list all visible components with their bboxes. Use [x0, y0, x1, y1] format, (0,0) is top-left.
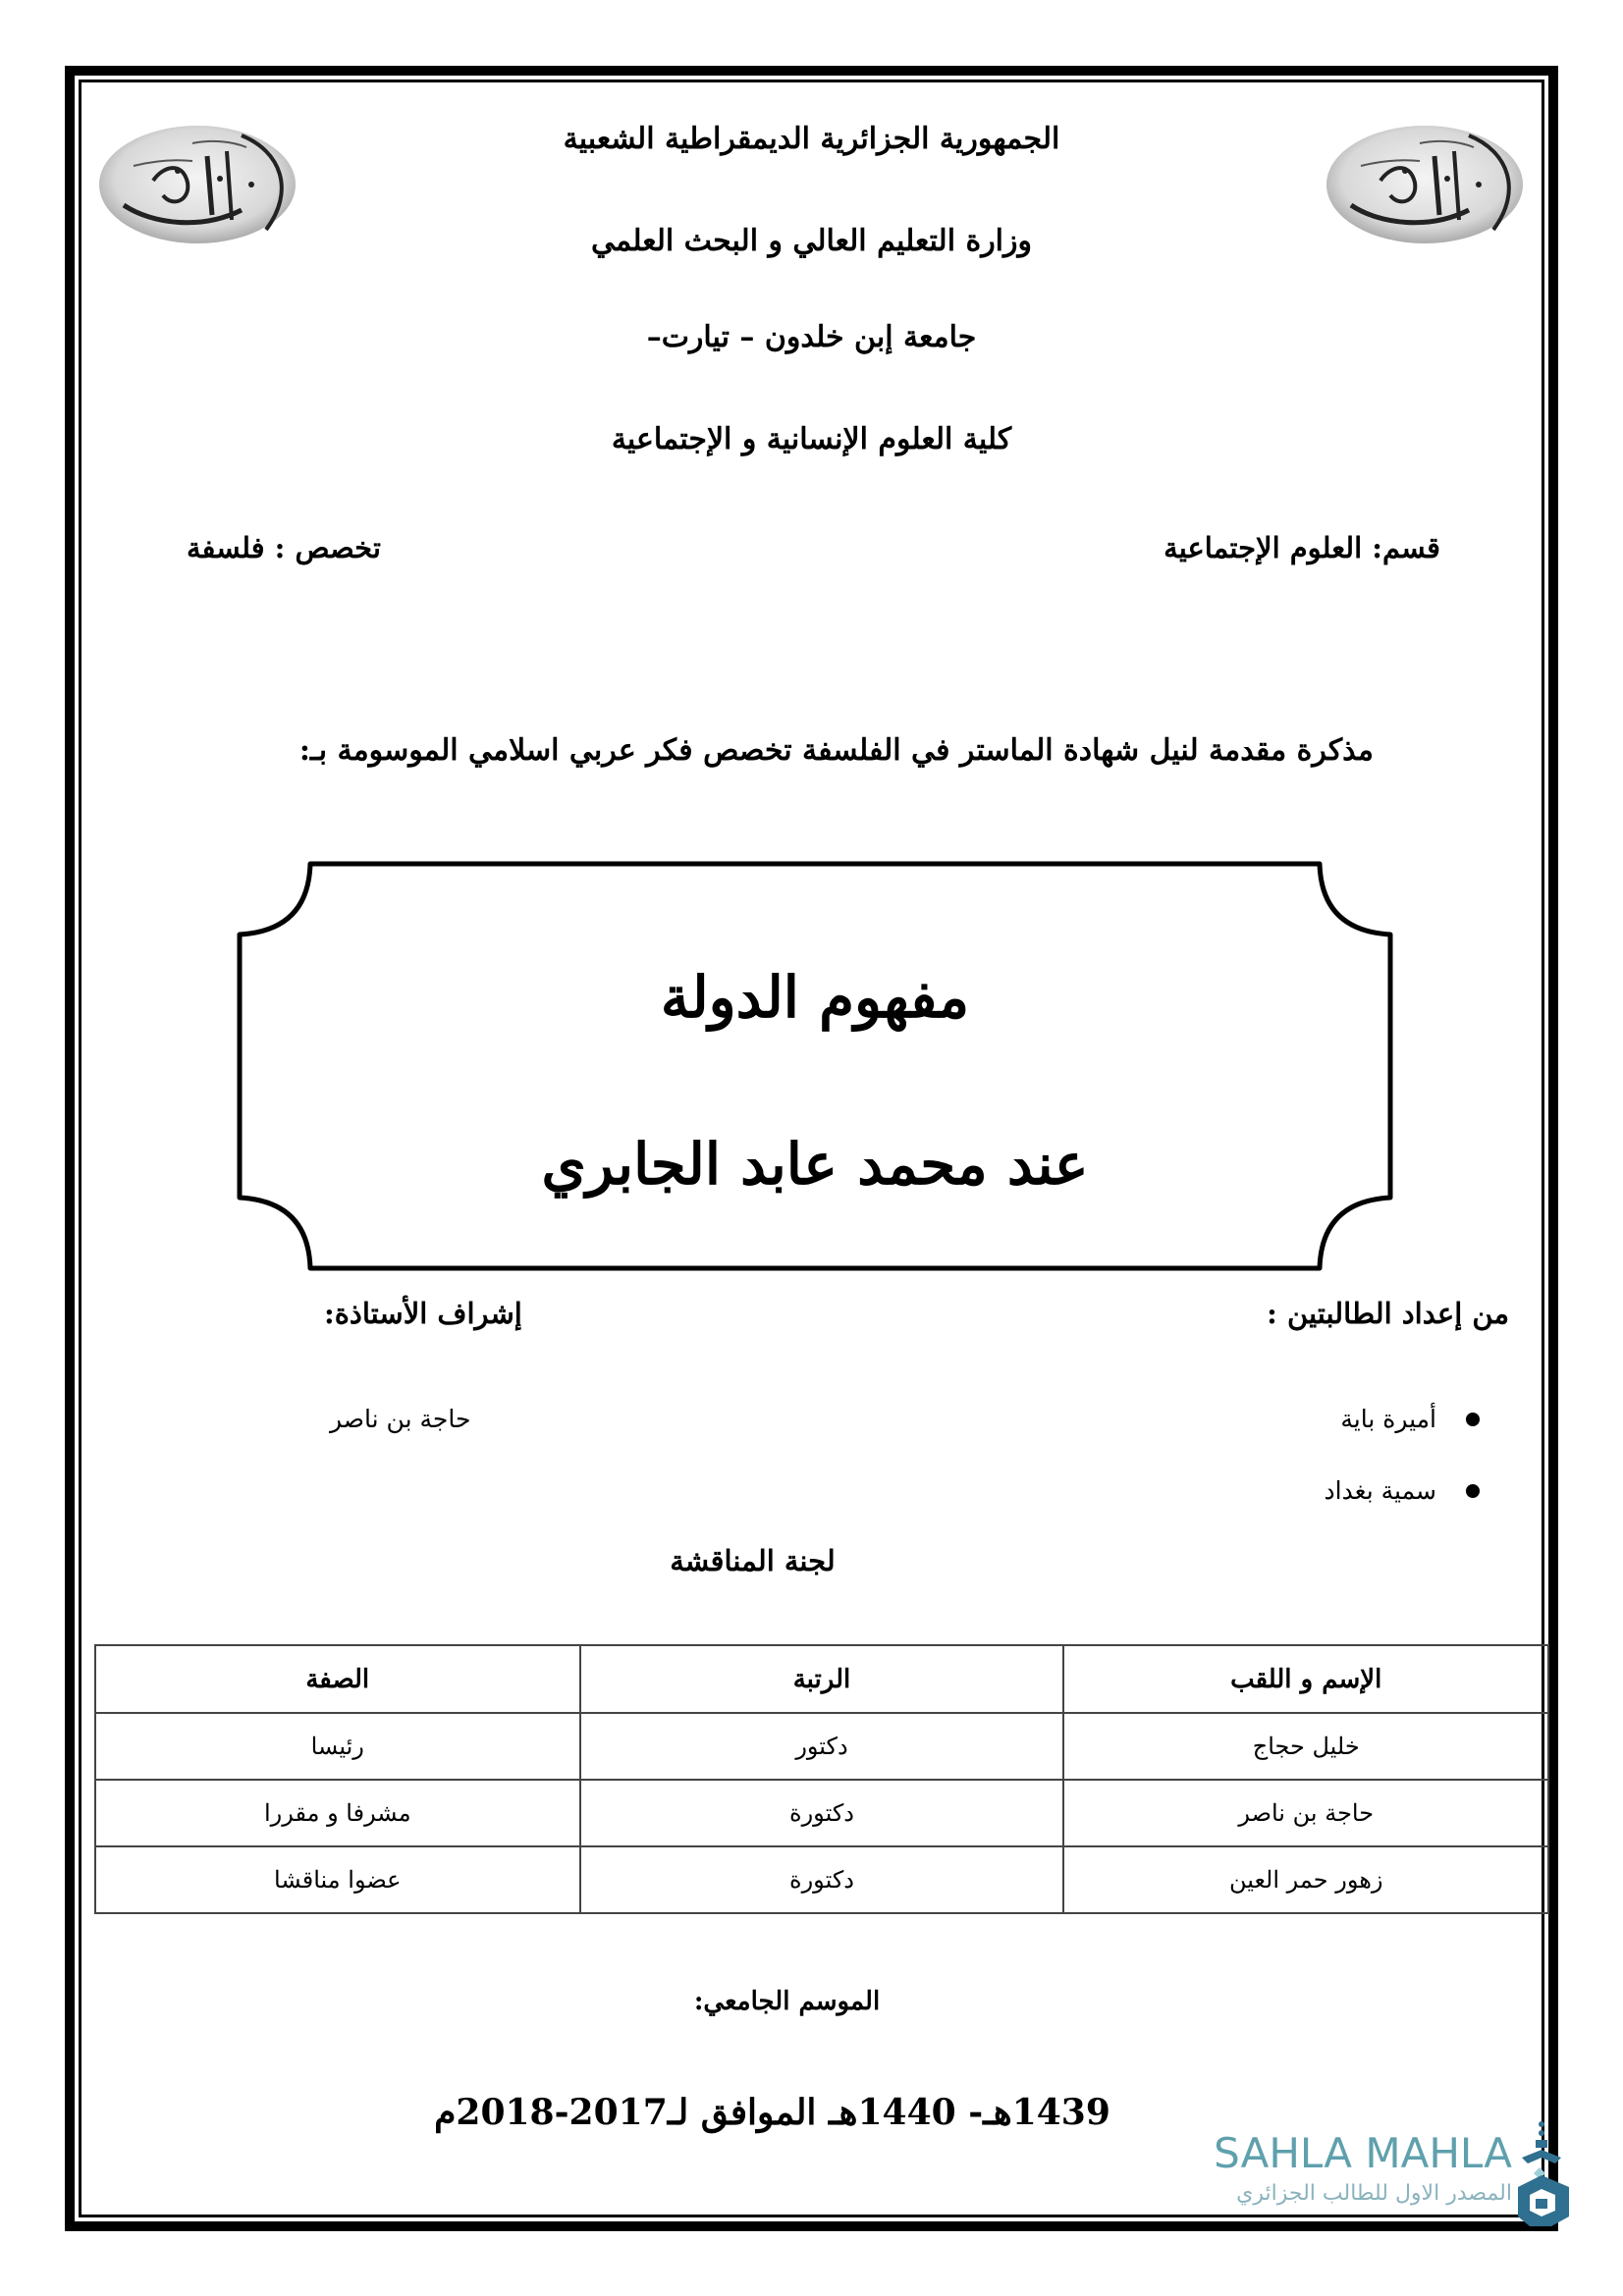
member-role: عضوا مناقشا [95, 1846, 580, 1913]
sahla-mahla-emblem-icon [1512, 2118, 1581, 2231]
country-name: الجمهورية الجزائرية الديمقراطية الشعبية [563, 122, 1060, 156]
thesis-title-line-1: مفهوم الدولة [660, 964, 970, 1031]
column-header-name: الإسم و اللقب [1063, 1645, 1548, 1713]
bullet-icon [1466, 1484, 1480, 1498]
member-name: زهور حمر العين [1063, 1846, 1548, 1913]
supervision-label: إشراف الأستاذة: [324, 1297, 522, 1330]
table-row [95, 1713, 1548, 1780]
bullet-icon [1466, 1413, 1480, 1426]
faculty-name: كلية العلوم الإنسانية و الإجتماعية [611, 422, 1012, 456]
student-item [1340, 1402, 1480, 1437]
member-name: حاجة بن ناصر [1063, 1780, 1548, 1846]
watermark-tagline: المصدر الاول للطالب الجزائري [1236, 2181, 1512, 2206]
academic-year-label: الموسم الجامعي: [693, 1987, 881, 2016]
prepared-by-label: من إعداد الطالبتين : [1267, 1297, 1509, 1330]
column-header-role: الصفة [95, 1645, 580, 1713]
student-name: أميرة باية [1340, 1405, 1436, 1433]
member-name: خليل حجاج [1063, 1713, 1548, 1780]
department-label: قسم: العلوم الإجتماعية [1163, 531, 1440, 564]
committee-table [94, 1644, 1549, 1914]
table-row [95, 1780, 1548, 1846]
specialty-label: تخصص : فلسفة [187, 531, 381, 564]
memo-statement: مذكرة مقدمة لنيل شهادة الماستر في الفلسفة تخصص فكر عربي اسلامي الموسومة بـ: [298, 733, 1374, 768]
member-role: مشرفا و مقررا [95, 1780, 580, 1846]
table-row [95, 1846, 1548, 1913]
ministry-name: وزارة التعليم العالي و البحث العلمي [591, 224, 1032, 258]
member-rank: دكتورة [580, 1780, 1064, 1846]
student-name: سمية بغداد [1324, 1476, 1436, 1505]
thesis-title-line-2: عند محمد عابد الجابري [541, 1131, 1089, 1198]
student-item [1324, 1473, 1480, 1509]
thesis-title-box [232, 860, 1398, 1272]
member-rank: دكتورة [580, 1846, 1064, 1913]
scalloped-frame-icon [232, 860, 1398, 1272]
member-rank: دكتور [580, 1713, 1064, 1780]
column-header-rank: الرتبة [580, 1645, 1064, 1713]
committee-title: لجنة المناقشة [670, 1544, 836, 1577]
member-role: رئيسا [95, 1713, 580, 1780]
table-header-row [95, 1645, 1548, 1713]
watermark-brand: SAHLA MAHLA [1214, 2129, 1512, 2177]
university-name: جامعة إبن خلدون – تيارت– [646, 320, 977, 354]
supervisor-name: حاجة بن ناصر [330, 1405, 471, 1433]
academic-year-value: 1439هـ- 1440هـ الموافق لـ2017-2018م [434, 2092, 1110, 2133]
sahla-mahla-watermark [1139, 2130, 1581, 2228]
